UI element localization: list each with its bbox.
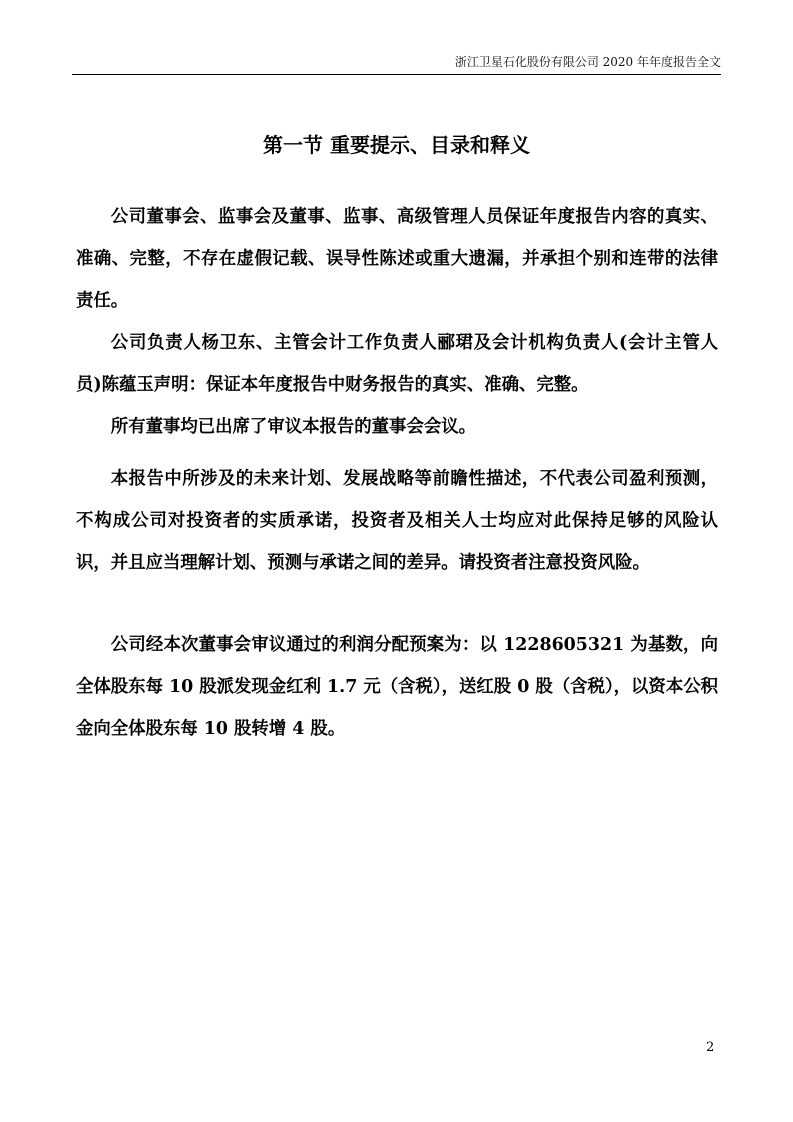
page-header	[72, 52, 721, 75]
paragraph-profit-distribution-plan: 公司经本次董事会审议通过的利润分配预案为：以 1228605321 为基数，向全体股东每 10 股派发现金红利 1.7 元（含税），送红股 0 股（含税），以资本公积金向全体股东每 10 股转增 4 股。	[76, 635, 718, 739]
page-number: 2	[706, 1040, 715, 1055]
header-title: 浙江卫星石化股份有限公司 2020 年年度报告全文	[454, 55, 721, 69]
paragraph-board-attendance: 所有董事均已出席了审议本报告的董事会会议。	[110, 417, 477, 437]
paragraph-responsibility-statement: 公司董事会、监事会及董事、监事、高级管理人员保证年度报告内容的真实、准确、完整，不存在虚假记载、误导性陈述或重大遗漏，并承担个别和连带的法律责任。	[76, 207, 718, 311]
paragraph-financial-statement-declaration: 公司负责人杨卫东、主管会计工作负责人郦珺及会计机构负责人(会计主管人员)陈蕴玉声明：保证本年度报告中财务报告的真实、准确、完整。	[76, 333, 718, 395]
section-title: 第一节 重要提示、目录和释义	[263, 133, 530, 157]
paragraph-forward-looking-disclaimer: 本报告中所涉及的未来计划、发展战略等前瞻性描述，不代表公司盈利预测，不构成公司对投资者的实质承诺，投资者及相关人士均应对此保持足够的风险认识，并且应当理解计划、预测与承诺之间的差异。请投资者注意投资风险。	[76, 469, 718, 573]
